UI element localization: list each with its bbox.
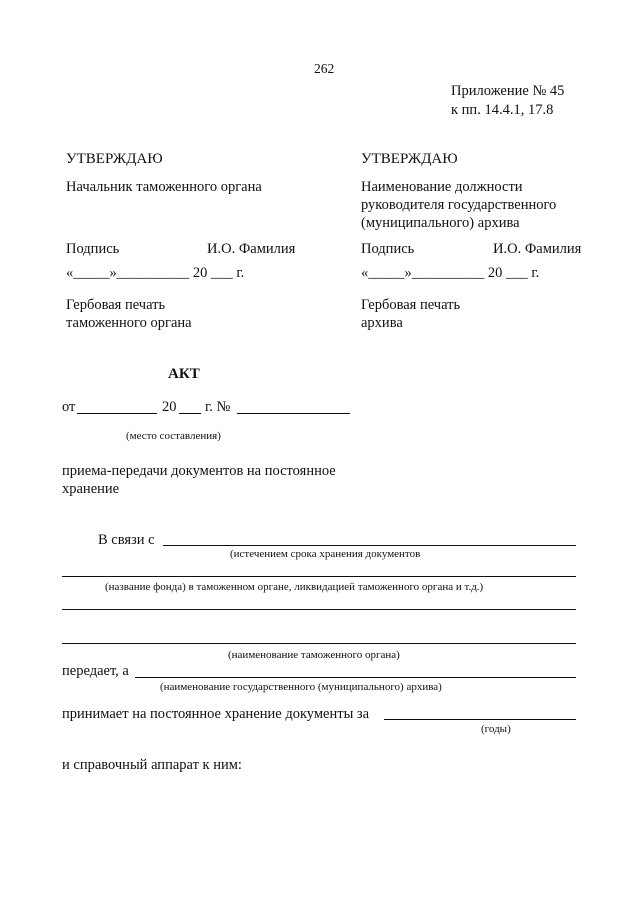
right-date-line: «_____»__________ 20 ___ г.: [361, 265, 540, 281]
left-seal-line1: Гербовая печать: [66, 297, 166, 313]
page-number: 262: [314, 61, 335, 76]
extra-blank-1: [62, 609, 576, 610]
act-number-label: г. №: [205, 399, 231, 415]
place-caption: (место составления): [126, 430, 221, 442]
right-seal-line2: архива: [361, 315, 403, 331]
in-connection-label: В связи с: [98, 532, 155, 548]
act-title: АКТ: [168, 366, 200, 382]
act-number-blank: [237, 413, 350, 414]
transfers-label: передает, а: [62, 663, 129, 679]
left-date-line: «_____»__________ 20 ___ г.: [66, 265, 245, 281]
appendix-number: Приложение № 45: [451, 83, 565, 99]
act-subject-line2: хранение: [62, 481, 120, 497]
years-caption: (годы): [481, 723, 511, 735]
act-subject-line1: приема-передачи документов на постоянное: [62, 463, 336, 479]
left-name-label: И.О. Фамилия: [207, 241, 296, 257]
left-position: Начальник таможенного органа: [66, 179, 262, 195]
act-year-prefix: 20: [162, 399, 177, 415]
right-name-label: И.О. Фамилия: [493, 241, 582, 257]
left-signature-label: Подпись: [66, 241, 120, 257]
years-blank: [384, 719, 576, 720]
archive-blank: [135, 677, 576, 678]
archive-caption: (наименование государственного (муниципального) архива): [160, 681, 442, 693]
right-position-line1: Наименование должности: [361, 179, 523, 195]
right-approve-heading: УТВЕРЖДАЮ: [361, 151, 458, 167]
act-from-label: от: [62, 399, 76, 415]
right-seal-line1: Гербовая печать: [361, 297, 461, 313]
left-approve-heading: УТВЕРЖДАЮ: [66, 151, 163, 167]
appendix-reference: к пп. 14.4.1, 17.8: [451, 102, 554, 118]
fund-blank: [62, 576, 576, 577]
fund-caption: (название фонда) в таможенном органе, ликвидацией таможенного органа и т.д.): [105, 581, 484, 593]
reason-blank: [163, 545, 576, 546]
right-signature-label: Подпись: [361, 241, 415, 257]
right-position-line2: руководителя государственного: [361, 197, 557, 213]
act-year-blank: [179, 413, 201, 414]
reason-caption: (истечением срока хранения документов: [230, 548, 421, 560]
customs-authority-caption: (наименование таможенного органа): [228, 649, 400, 661]
act-date-blank: [77, 413, 157, 414]
reference-apparatus-label: и справочный аппарат к ним:: [62, 757, 242, 773]
right-position-line3: (муниципального) архива: [361, 215, 520, 231]
customs-authority-blank: [62, 643, 576, 644]
left-seal-line2: таможенного органа: [66, 315, 192, 331]
accepts-label: принимает на постоянное хранение документы за: [62, 706, 370, 722]
